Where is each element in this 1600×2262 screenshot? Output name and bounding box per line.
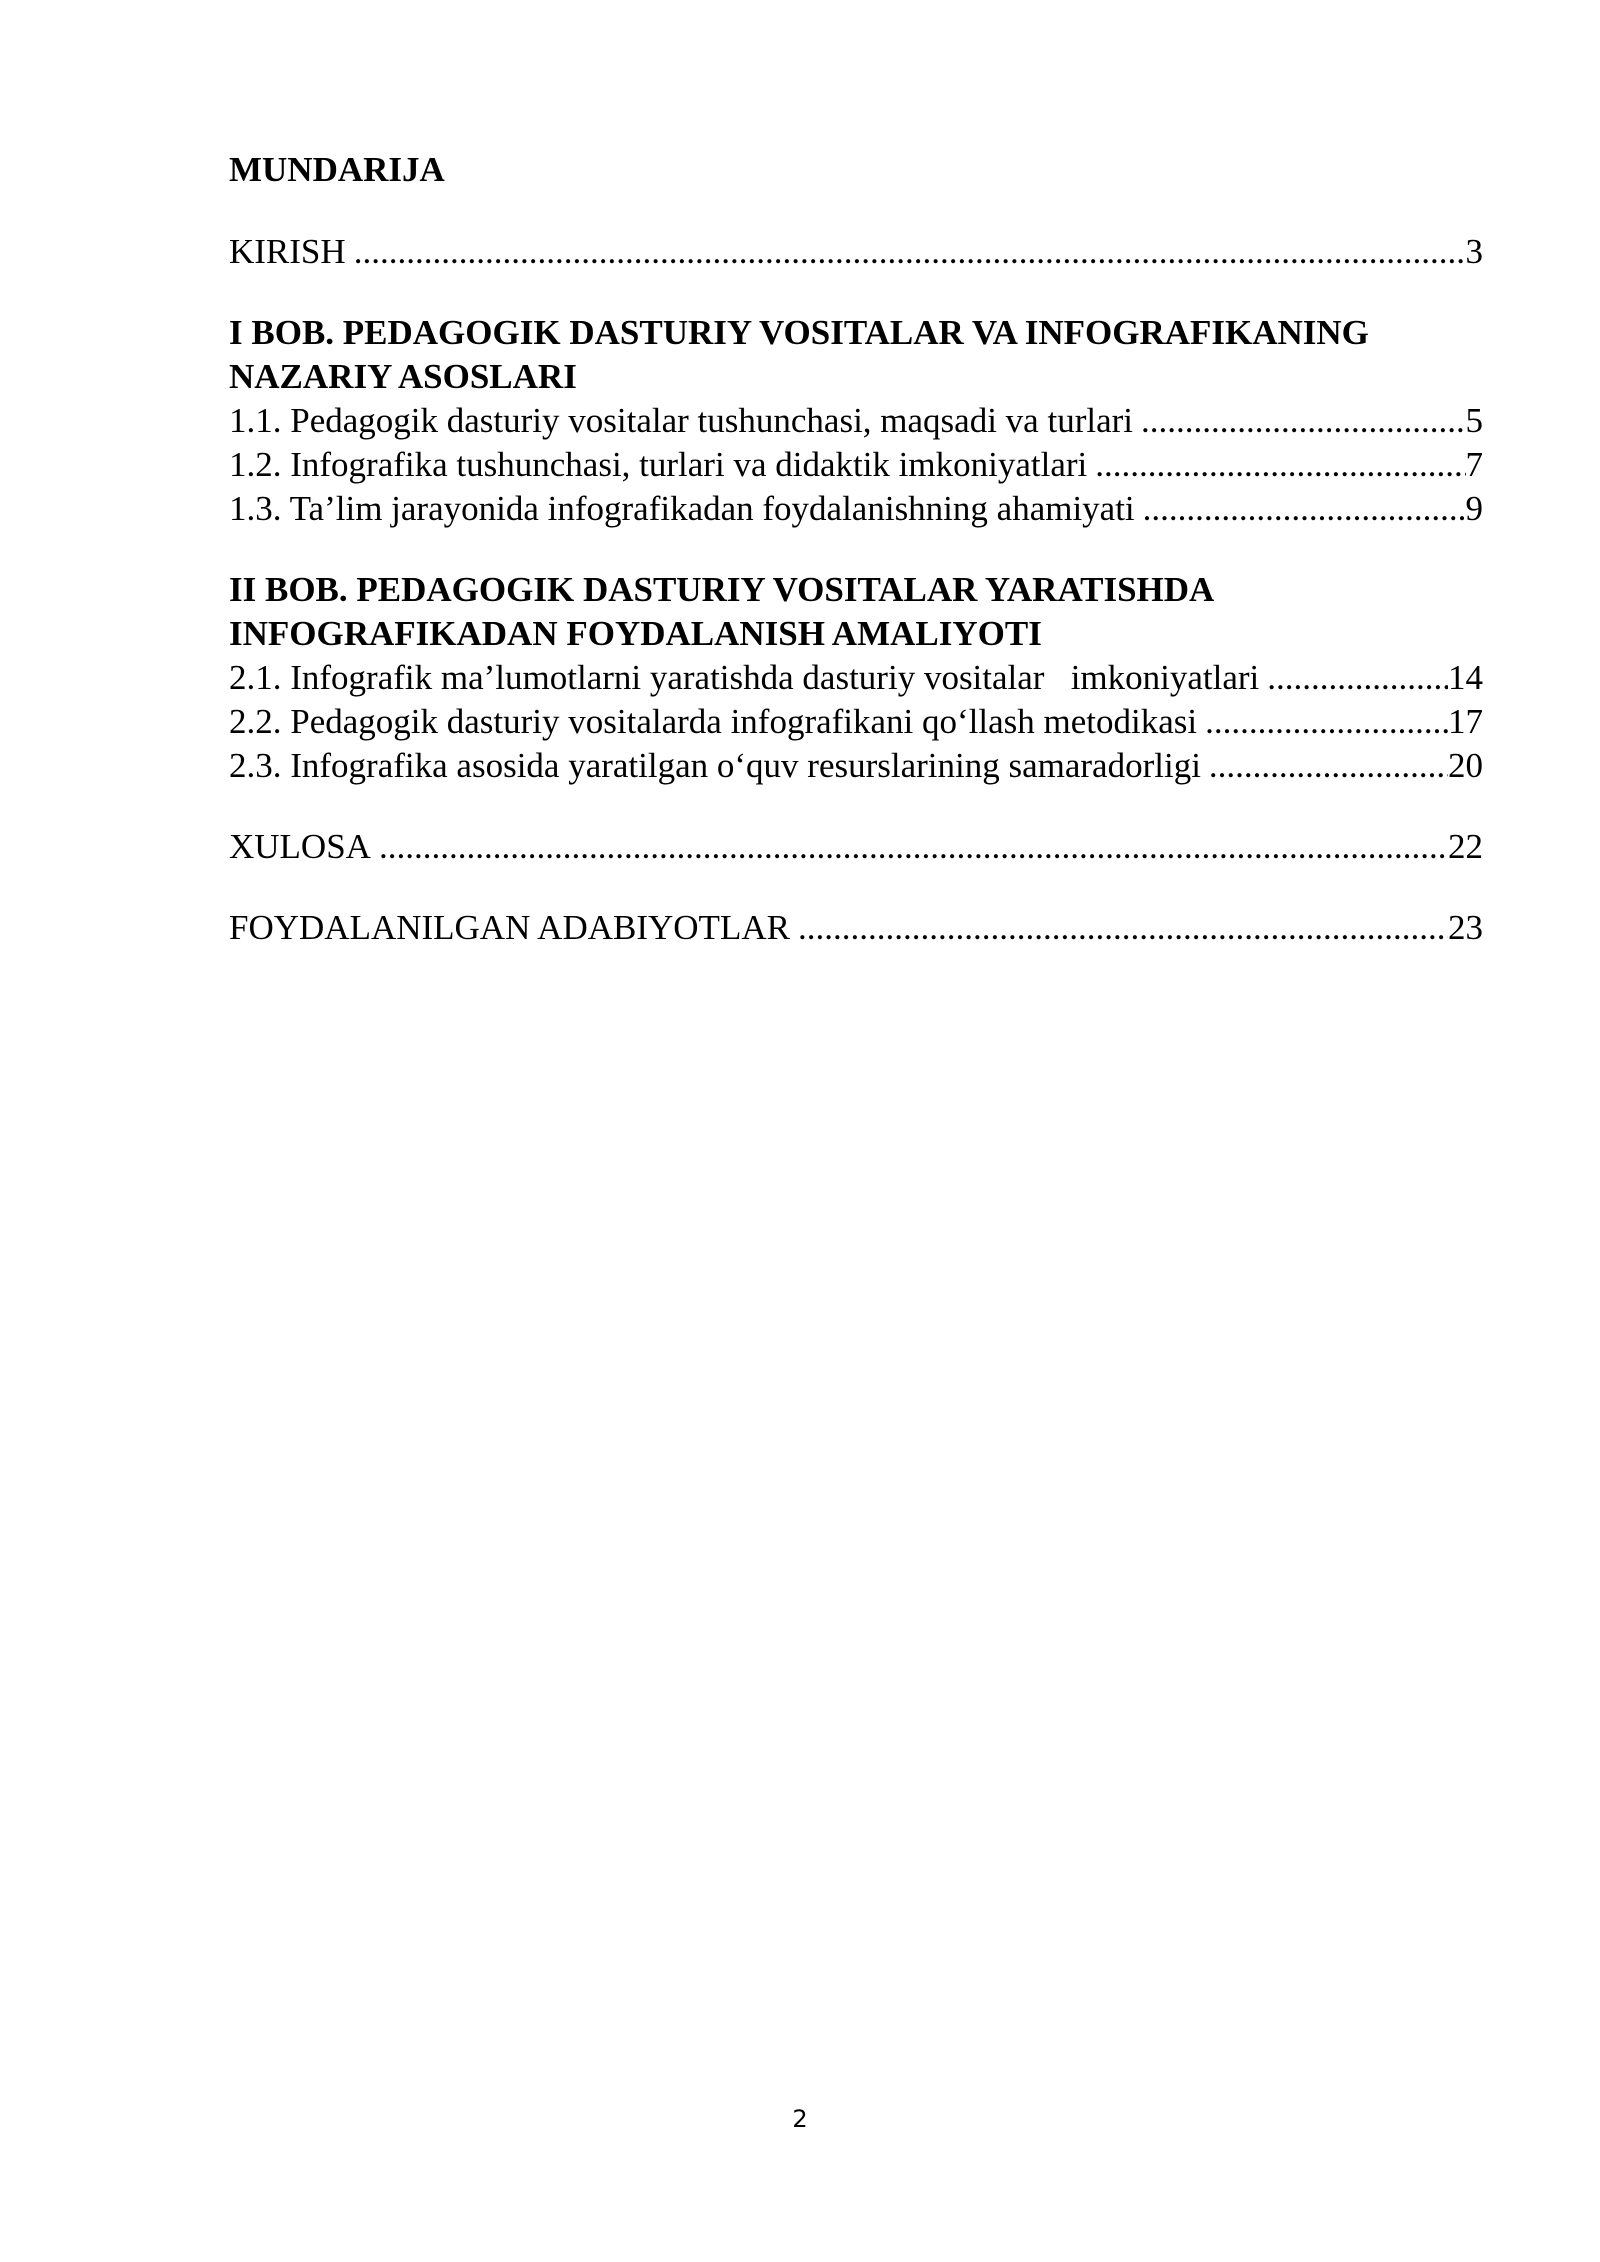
dot-leader [1197, 700, 1448, 744]
toc-entry-2-2 [229, 700, 1483, 744]
toc-entry-1-3 [229, 487, 1483, 531]
toc-page-number: 9 [1465, 489, 1483, 528]
toc-entry-conclusion [229, 825, 1483, 869]
toc-entry-2-3 [229, 744, 1483, 788]
toc-page-number: 5 [1465, 401, 1483, 440]
dot-leader [1201, 744, 1448, 788]
toc-title: MUNDARIJA [229, 150, 445, 189]
toc-entry-label: 1.1. Pedagogik dasturiy vositalar tushunchasi, maqsadi va turlari [229, 401, 1133, 440]
chapter-2-title [229, 568, 1483, 656]
toc-entry-references [229, 906, 1483, 950]
toc-page-number: 20 [1448, 746, 1483, 785]
toc-page-number: 17 [1448, 702, 1483, 741]
toc-entry-intro [229, 230, 1483, 274]
dot-leader [346, 230, 1466, 274]
toc-entry-label: XULOSA [229, 827, 371, 866]
toc-entry-label: KIRISH [229, 232, 346, 271]
toc-entry-label: 2.3. Infografika asosida yaratilgan o‘quv resurslarining samaradorligi [229, 746, 1201, 785]
table-of-contents [229, 148, 1483, 950]
dot-leader [1259, 656, 1448, 700]
toc-page-number: 7 [1465, 445, 1483, 484]
toc-entry-1-1 [229, 399, 1483, 443]
toc-entry-1-2 [229, 443, 1483, 487]
chapter-2-title-line1: II BOB. PEDAGOGIK DASTURIY VOSITALAR YARATISHDA [229, 570, 1215, 609]
chapter-1-title-line1: I BOB. PEDAGOGIK DASTURIY VOSITALAR VA INFOGRAFIKANING [229, 313, 1369, 352]
toc-entry-2-1 [229, 656, 1483, 700]
dot-leader [371, 825, 1448, 869]
dot-leader [1133, 399, 1466, 443]
toc-page-number: 3 [1465, 232, 1483, 271]
toc-page-number: 14 [1448, 658, 1483, 697]
toc-entry-label: 2.2. Pedagogik dasturiy vositalarda infografikani qo‘llash metodikasi [229, 702, 1198, 741]
toc-page-number: 23 [1448, 908, 1483, 947]
toc-entry-label: 2.1. Infografik ma’lumotlarni yaratishda dasturiy vositalar imkoniyatlari [229, 658, 1260, 697]
toc-page-number: 22 [1448, 827, 1483, 866]
chapter-1-title-line2: NAZARIY ASOSLARI [229, 357, 577, 396]
dot-leader [1087, 443, 1465, 487]
toc-entry-label: 1.2. Infografika tushunchasi, turlari va didaktik imkoniyatlari [229, 445, 1088, 484]
toc-entry-label: FOYDALANILGAN ADABIYOTLAR [229, 908, 790, 947]
dot-leader [790, 906, 1448, 950]
chapter-1-title [229, 311, 1483, 399]
dot-leader [1135, 487, 1466, 531]
page-number-footer: 2 [792, 2105, 808, 2133]
toc-entry-label: 1.3. Ta’lim jarayonida infografikadan foydalanishning ahamiyati [229, 489, 1135, 528]
chapter-2-title-line2: INFOGRAFIKADAN FOYDALANISH AMALIYOTI [229, 614, 1042, 653]
